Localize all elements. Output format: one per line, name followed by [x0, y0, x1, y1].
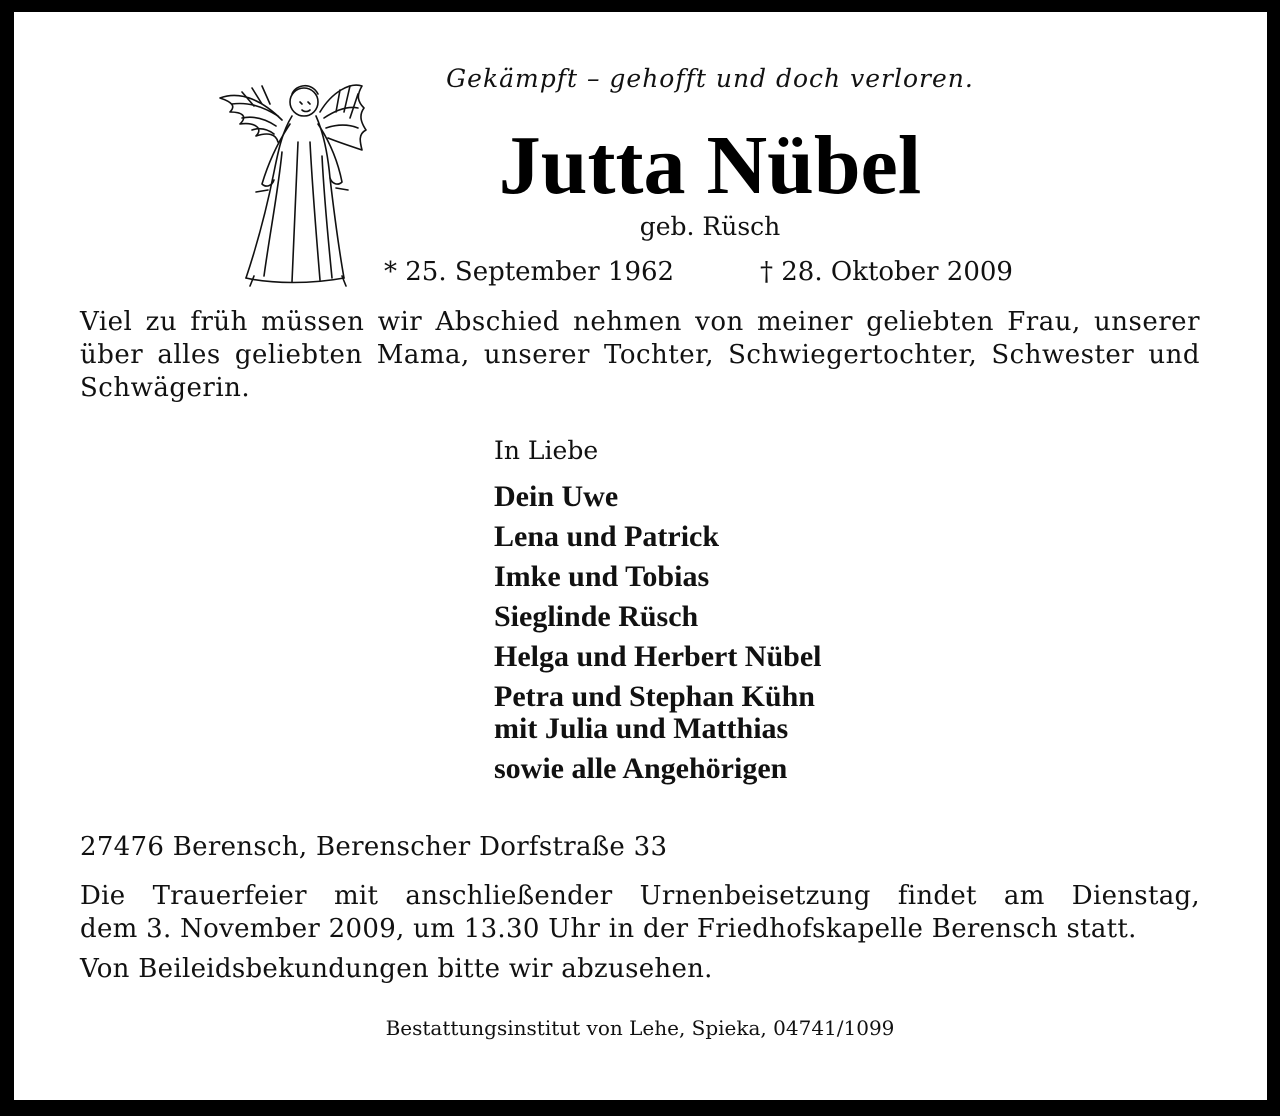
mourner-list: [494, 480, 1054, 792]
intro-text: Viel zu früh müssen wir Abschied nehmen von meiner geliebten Frau, unserer über alles geliebten Mama, unserer Tochter, Schwiegertochter, Schwester und Schwägerin.: [80, 307, 1200, 403]
condolence-note: Von Beileidsbekundungen bitte wir abzusehen.: [80, 954, 713, 984]
death-date: † 28. Oktober 2009: [760, 257, 1013, 287]
ceremony-line: dem 3. November 2009, um 13.30 Uhr in der Friedhofskapelle Berensch statt.: [80, 914, 1137, 944]
mourner-item: mit Julia und Matthias: [494, 712, 789, 745]
undertaker-line: Bestattungsinstitut von Lehe, Spieka, 04741/1099: [385, 1016, 895, 1040]
ceremony-text: [80, 880, 1200, 946]
mourner-item: sowie alle Angehörigen: [494, 752, 788, 785]
mourner-item: Imke und Tobias: [494, 560, 710, 593]
mourner-item: Sieglinde Rüsch: [494, 600, 699, 633]
mourner-item: Helga und Herbert Nübel: [494, 640, 822, 673]
ceremony-line: Die Trauerfeier mit anschließender Urnenbeisetzung findet am Dienstag,: [80, 881, 1200, 911]
maiden-name: geb. Rüsch: [639, 212, 781, 241]
birth-date: * 25. September 1962: [384, 257, 675, 287]
mourner-item: Dein Uwe: [494, 480, 619, 513]
mourner-item: Lena und Patrick: [494, 520, 720, 553]
motto: Gekämpft – gehofft und doch verloren.: [446, 64, 974, 93]
signoff: In Liebe: [494, 436, 599, 465]
mourner-item: Petra und Stephan Kühn: [494, 680, 815, 713]
address: 27476 Berensch, Berenscher Dorfstraße 33: [80, 832, 668, 862]
deceased-name: Jutta Nübel: [498, 119, 922, 212]
